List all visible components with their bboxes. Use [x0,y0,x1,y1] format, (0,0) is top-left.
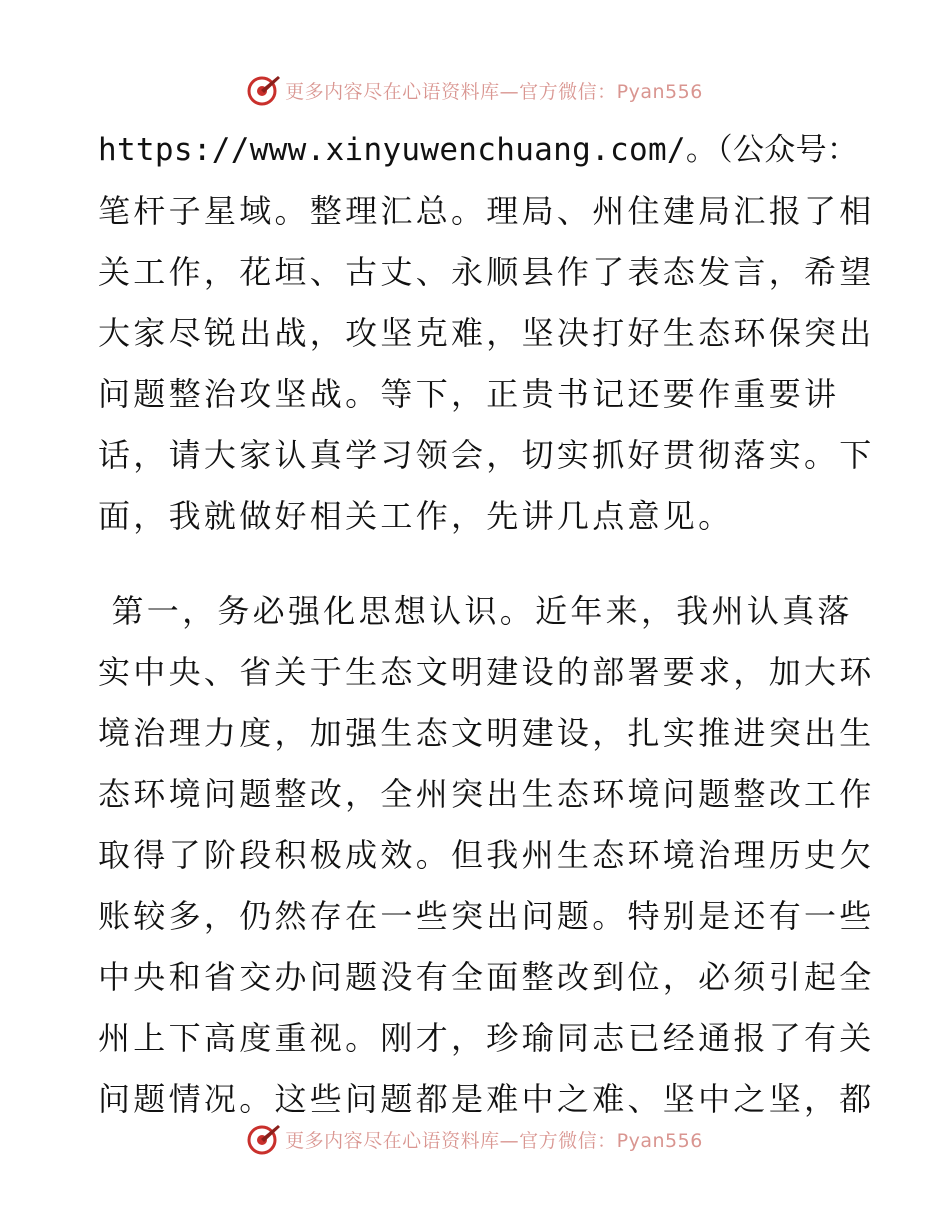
text-line: 问题情况。这些问题都是难中之难、坚中之坚，都 [98,1080,875,1118]
text-line: 实中央、省关于生态文明建设的部署要求，加大环 [98,653,875,691]
text-line: 关工作，花垣、古丈、永顺县作了表态发言，希望 [98,253,875,291]
text-line: 话，请大家认真学习领会，切实抓好贯彻落实。下 [98,436,875,474]
paragraph-1 [98,120,875,547]
watermark-text: 更多内容尽在心语资料库—官方微信：Pyan556 [285,1129,703,1152]
watermark-text: 更多内容尽在心语资料库—官方微信：Pyan556 [285,80,703,103]
paragraph-gap [98,547,858,581]
quill-seal-icon [247,1122,281,1156]
text-line: 大家尽锐出战，攻坚克难，坚决打好生态环保突出 [98,314,875,352]
header-watermark [0,70,950,110]
text-line: 第一，务必强化思想认识。近年来，我州认真落 [98,592,853,630]
text-line: https://www.xinyuwenchuang.com/。（公众号： [98,132,859,168]
footer-watermark [0,1119,950,1159]
text-line: 中央和省交办问题没有全面整改到位，必须引起全 [98,958,875,996]
quill-seal-icon [247,73,281,107]
paragraph-2 [98,581,875,1130]
text-line: 州上下高度重视。刚才，珍瑜同志已经通报了有关 [98,1019,875,1057]
text-line: 取得了阶段积极成效。但我州生态环境治理历史欠 [98,836,875,874]
text-line: 态环境问题整改，全州突出生态环境问题整改工作 [98,775,875,813]
text-line: 账较多，仍然存在一些突出问题。特别是还有一些 [98,897,875,935]
text-line: 笔杆子星域。整理汇总。理局、州住建局汇报了相 [98,192,875,230]
text-line: 境治理力度，加强生态文明建设，扎实推进突出生 [98,714,875,752]
text-line: 问题整治攻坚战。等下，正贵书记还要作重要讲 [98,375,840,413]
text-line: 面，我就做好相关工作，先讲几点意见。 [98,497,734,535]
document-body [98,120,875,1130]
